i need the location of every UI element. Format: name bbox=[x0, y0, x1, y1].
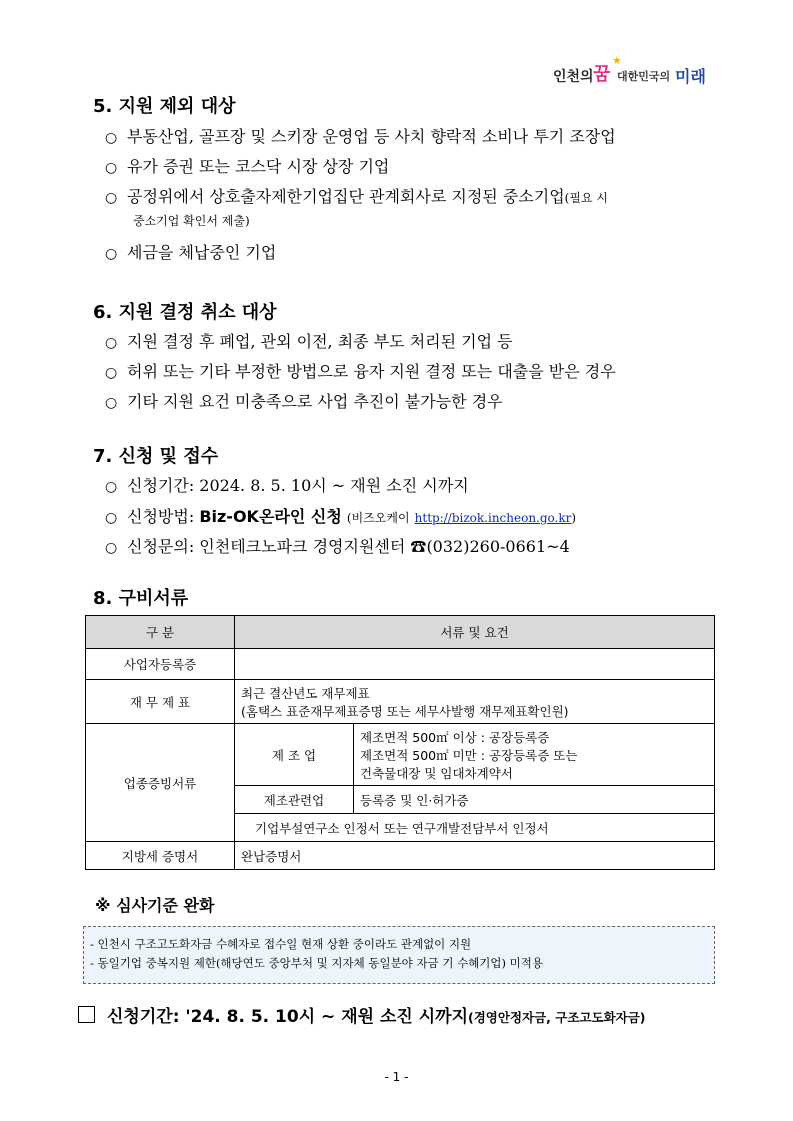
value-line: 제조면적 500㎡ 이상 : 공장등록증 bbox=[360, 729, 550, 745]
item-text: 지원 결정 후 폐업, 관외 이전, 최종 부도 처리된 기업 등 bbox=[127, 332, 513, 351]
header-category: 구 분 bbox=[86, 616, 235, 649]
table-header-row bbox=[86, 616, 715, 649]
method-name: Biz-OK온라인 신청 bbox=[199, 507, 342, 526]
row-label: 재 무 제 표 bbox=[86, 680, 235, 724]
section-5-item bbox=[105, 240, 276, 263]
section-8-title: 8. 구비서류 bbox=[93, 588, 189, 609]
apply-main-text: 신청기간: '24. 8. 5. 10시 ~ 재원 소진 시까지 bbox=[107, 1007, 469, 1027]
value-line: 건축물대장 및 임대차계약서 bbox=[360, 765, 513, 781]
inquiry-item bbox=[105, 534, 570, 557]
circle-bullet-icon: ○ bbox=[105, 160, 118, 176]
phone-number: (032)260-0661~4 bbox=[426, 537, 570, 556]
header-documents: 서류 및 요건 bbox=[235, 616, 715, 649]
relief-note-box bbox=[83, 926, 715, 984]
sub-value: 기업부설연구소 인정서 또는 연구개발전담부서 인정서 bbox=[235, 814, 715, 842]
phone-icon: ☎ bbox=[410, 537, 427, 556]
logo-text-korea: 대한민국의 bbox=[617, 70, 671, 83]
checkbox-square-icon bbox=[78, 1006, 95, 1023]
table-row bbox=[86, 680, 715, 724]
section-6-item bbox=[105, 359, 616, 382]
circle-bullet-icon: ○ bbox=[105, 335, 118, 351]
logo-text-incheon: 인천의 bbox=[553, 69, 594, 85]
section-5-item bbox=[105, 124, 616, 147]
section-5-item bbox=[105, 184, 608, 207]
bizok-link[interactable]: http://bizok.incheon.go.kr bbox=[414, 511, 572, 525]
value-line: 최근 결산년도 재무제표 bbox=[241, 685, 370, 701]
item-text: 신청기간: 2024. 8. 5. 10시 ~ 재원 소진 시까지 bbox=[127, 476, 469, 495]
item-text: 허위 또는 기타 부정한 방법으로 융자 지원 결정 또는 대출을 받은 경우 bbox=[127, 362, 616, 381]
circle-bullet-icon: ○ bbox=[105, 479, 118, 495]
logo-text-future: 미래 bbox=[675, 67, 706, 86]
star-icon: ★ bbox=[612, 54, 622, 67]
note-line: - 동일기업 중복지원 제한(해당연도 중앙부처 및 지자체 동일분야 자금 기 수혜기업) 미적용 bbox=[90, 956, 543, 970]
item-text: 신청방법: bbox=[127, 507, 195, 526]
row-value bbox=[235, 649, 715, 680]
apply-sub-text: (경영안정자금, 구조고도화자금) bbox=[468, 1010, 646, 1025]
logo-text-dream: 꿈 bbox=[593, 64, 611, 85]
circle-bullet-icon: ○ bbox=[105, 365, 118, 381]
apply-method-item bbox=[105, 504, 576, 527]
table-row bbox=[86, 724, 715, 786]
relief-title: ※ 심사기준 완화 bbox=[95, 896, 215, 915]
row-label: 사업자등록증 bbox=[86, 649, 235, 680]
paren-open: (비즈오케이 bbox=[346, 511, 410, 525]
item-text: 부동산업, 골프장 및 스키장 운영업 등 사치 향락적 소비나 투기 조장업 bbox=[127, 127, 616, 146]
table-row bbox=[86, 649, 715, 680]
sub-label: 제조관련업 bbox=[235, 786, 354, 814]
item-note: (필요 시 bbox=[564, 191, 608, 205]
item-text: 유가 증권 또는 코스닥 시장 상장 기업 bbox=[127, 157, 390, 176]
item-text: 공정위에서 상호출자제한기업집단 관계회사로 지정된 중소기업 bbox=[127, 187, 565, 206]
circle-bullet-icon: ○ bbox=[105, 540, 118, 556]
row-value: 완납증명서 bbox=[235, 842, 715, 870]
section-6-title: 6. 지원 결정 취소 대상 bbox=[93, 302, 277, 323]
row-value bbox=[235, 680, 715, 724]
section-6-item bbox=[105, 389, 503, 412]
sub-label: 제 조 업 bbox=[235, 724, 354, 786]
apply-period-banner bbox=[78, 1002, 646, 1027]
apply-period-item bbox=[105, 473, 469, 496]
logo bbox=[553, 54, 718, 90]
row-label: 업종증빙서류 bbox=[86, 724, 235, 842]
sub-value: 등록증 및 인·허가증 bbox=[354, 786, 715, 814]
table-row bbox=[86, 842, 715, 870]
page-number: - 1 - bbox=[384, 1070, 409, 1084]
section-5-item bbox=[105, 154, 389, 177]
circle-bullet-icon: ○ bbox=[105, 395, 118, 411]
section-5-title: 5. 지원 제외 대상 bbox=[93, 96, 236, 117]
circle-bullet-icon: ○ bbox=[105, 130, 118, 146]
value-line: 제조면적 500㎡ 미만 : 공장등록증 또는 bbox=[360, 747, 578, 763]
paren-close: ) bbox=[571, 511, 577, 525]
section-7-title: 7. 신청 및 접수 bbox=[93, 446, 219, 467]
item-text: 신청문의: 인천테크노파크 경영지원센터 bbox=[127, 537, 406, 556]
item-note-continued: 중소기업 확인서 제출) bbox=[133, 214, 250, 228]
circle-bullet-icon: ○ bbox=[105, 510, 118, 526]
note-line: - 인천시 구조고도화자금 수혜자로 접수일 현재 상환 중이라도 관계없이 지원 bbox=[90, 937, 472, 951]
value-line: (홈택스 표준재무제표증명 또는 세무사발행 재무제표확인원) bbox=[241, 703, 569, 719]
documents-table bbox=[85, 615, 715, 870]
section-6-item bbox=[105, 329, 513, 352]
circle-bullet-icon: ○ bbox=[105, 246, 118, 262]
row-label: 지방세 증명서 bbox=[86, 842, 235, 870]
item-text: 세금을 체납중인 기업 bbox=[127, 243, 277, 262]
circle-bullet-icon: ○ bbox=[105, 190, 118, 206]
item-text: 기타 지원 요건 미충족으로 사업 추진이 불가능한 경우 bbox=[127, 392, 503, 411]
sub-value bbox=[354, 724, 715, 786]
